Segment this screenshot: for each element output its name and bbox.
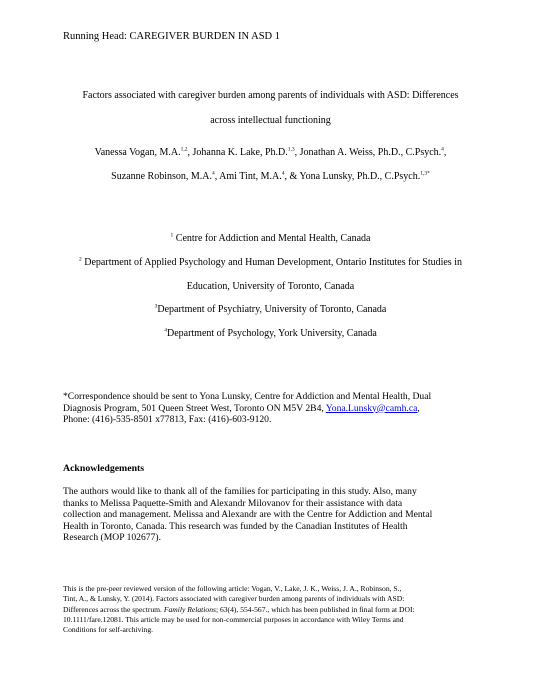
author-line-2 — [40, 171, 501, 182]
running-head: Running Head: CAREGIVER BURDEN IN ASD 1 — [63, 31, 280, 42]
correspondence-line-2 — [63, 403, 481, 415]
footnote-line-4: 10.1111/fare.12081. This article may be used for non-commercial purposes in accordance with Wiley Terms and — [63, 614, 404, 624]
affiliation-4-marker: 4 — [164, 327, 167, 334]
affiliation-3-marker: 3 — [154, 303, 158, 310]
author-line-1-tail: , — [443, 147, 447, 158]
correspondence — [63, 391, 481, 426]
footnote-line-1: This is the pre-peer reviewed version of the following article: Vogan, V., Lake, J. K., Weiss, J. A., Robinson, S., — [63, 584, 402, 593]
affiliation-4-text: Department of Psychology, York University, Canada — [166, 328, 377, 339]
acknowledgements-line-1: The authors would like to thank all of the families for participating in this study. Also, many — [63, 486, 417, 497]
author-vogan: Vanessa Vogan, M.A. — [94, 147, 181, 158]
footnote — [63, 584, 483, 635]
correspondence-line-2-tail: , — [417, 402, 420, 414]
acknowledgements-line-2: thanks to Melissa Paquette-Smith and Alexandr Milovanov for their assistance with data — [63, 497, 403, 509]
author-vogan-affil: 1,2 — [180, 146, 188, 153]
footnote-citation-tail: ; 63(4), 554-567., which has been published in final form at DOI: — [215, 604, 415, 614]
acknowledgements-line-3: collection and management. Melissa and Alexandr are with the Centre for Addiction and Mental — [63, 509, 433, 520]
affiliation-1 — [40, 233, 501, 244]
author-tint: , Ami Tint, M.A. — [214, 171, 282, 182]
author-tint-affil: 4 — [281, 170, 285, 177]
affiliation-3-text: Department of Psychiatry, University of Toronto, Canada — [157, 304, 387, 315]
author-lake: , Johanna K. Lake, Ph.D. — [187, 147, 288, 158]
affiliation-2-marker: 2 — [79, 256, 82, 263]
footnote-journal-name: Family Relations — [163, 604, 216, 614]
author-lake-affil: 1,3 — [287, 146, 295, 153]
author-robinson: Suzanne Robinson, M.A. — [111, 171, 212, 182]
author-weiss-affil: 4 — [441, 146, 444, 153]
author-weiss: , Jonathan A. Weiss, Ph.D., C.Psych. — [294, 147, 442, 158]
title-line-2: across intellectual functioning — [210, 115, 331, 126]
affiliation-1-text: Centre for Addiction and Mental Health, Canada — [173, 233, 371, 244]
title-line-1: Factors associated with caregiver burden among parents of individuals with ASD: Differences — [82, 90, 459, 101]
author-lunsky: , & Yona Lunsky, Ph.D., C.Psych. — [284, 171, 421, 182]
footnote-line-2: Tint, A., & Lunsky, Y. (2014). Factors associated with caregiver burden among parents of individuals with ASD: — [63, 594, 405, 604]
acknowledgements-heading: Acknowledgements — [63, 463, 145, 474]
correspondence-address: Diagnosis Program, 501 Queen Street West, Toronto ON M5V 2B4, — [63, 402, 326, 414]
acknowledgements-body — [63, 486, 481, 544]
footnote-citation: Differences across the spectrum. — [63, 604, 164, 614]
author-line-1 — [40, 147, 501, 158]
affiliation-2-line-2: Education, University of Toronto, Canada — [186, 281, 355, 292]
author-lunsky-affil: 1,3* — [420, 170, 430, 177]
footnote-line-5: Conditions for self-archiving. — [63, 625, 154, 635]
acknowledgements-line-5: Research (MOP 102677). — [63, 532, 161, 543]
author-robinson-affil: 4 — [211, 170, 215, 177]
footnote-line-3 — [63, 605, 483, 615]
affiliation-2-line-1 — [40, 257, 501, 268]
affiliation-1-marker: 1 — [170, 232, 174, 239]
correspondence-line-1: *Correspondence should be sent to Yona Lunsky, Centre for Addiction and Mental Health, Dual — [63, 391, 432, 402]
correspondence-line-3: Phone: (416)-535-8501 x77813, Fax: (416)-603-9120. — [63, 414, 272, 425]
affiliation-2-text: Department of Applied Psychology and Human Development, Ontario Institutes for Studies in — [81, 257, 462, 268]
acknowledgements-line-4: Health in Toronto, Canada. This research was funded by the Canadian Institutes of Health — [63, 520, 408, 532]
correspondence-email-link[interactable]: Yona.Lunsky@camh.ca — [325, 402, 418, 414]
affiliation-4 — [40, 328, 501, 339]
affiliation-3 — [40, 304, 501, 315]
